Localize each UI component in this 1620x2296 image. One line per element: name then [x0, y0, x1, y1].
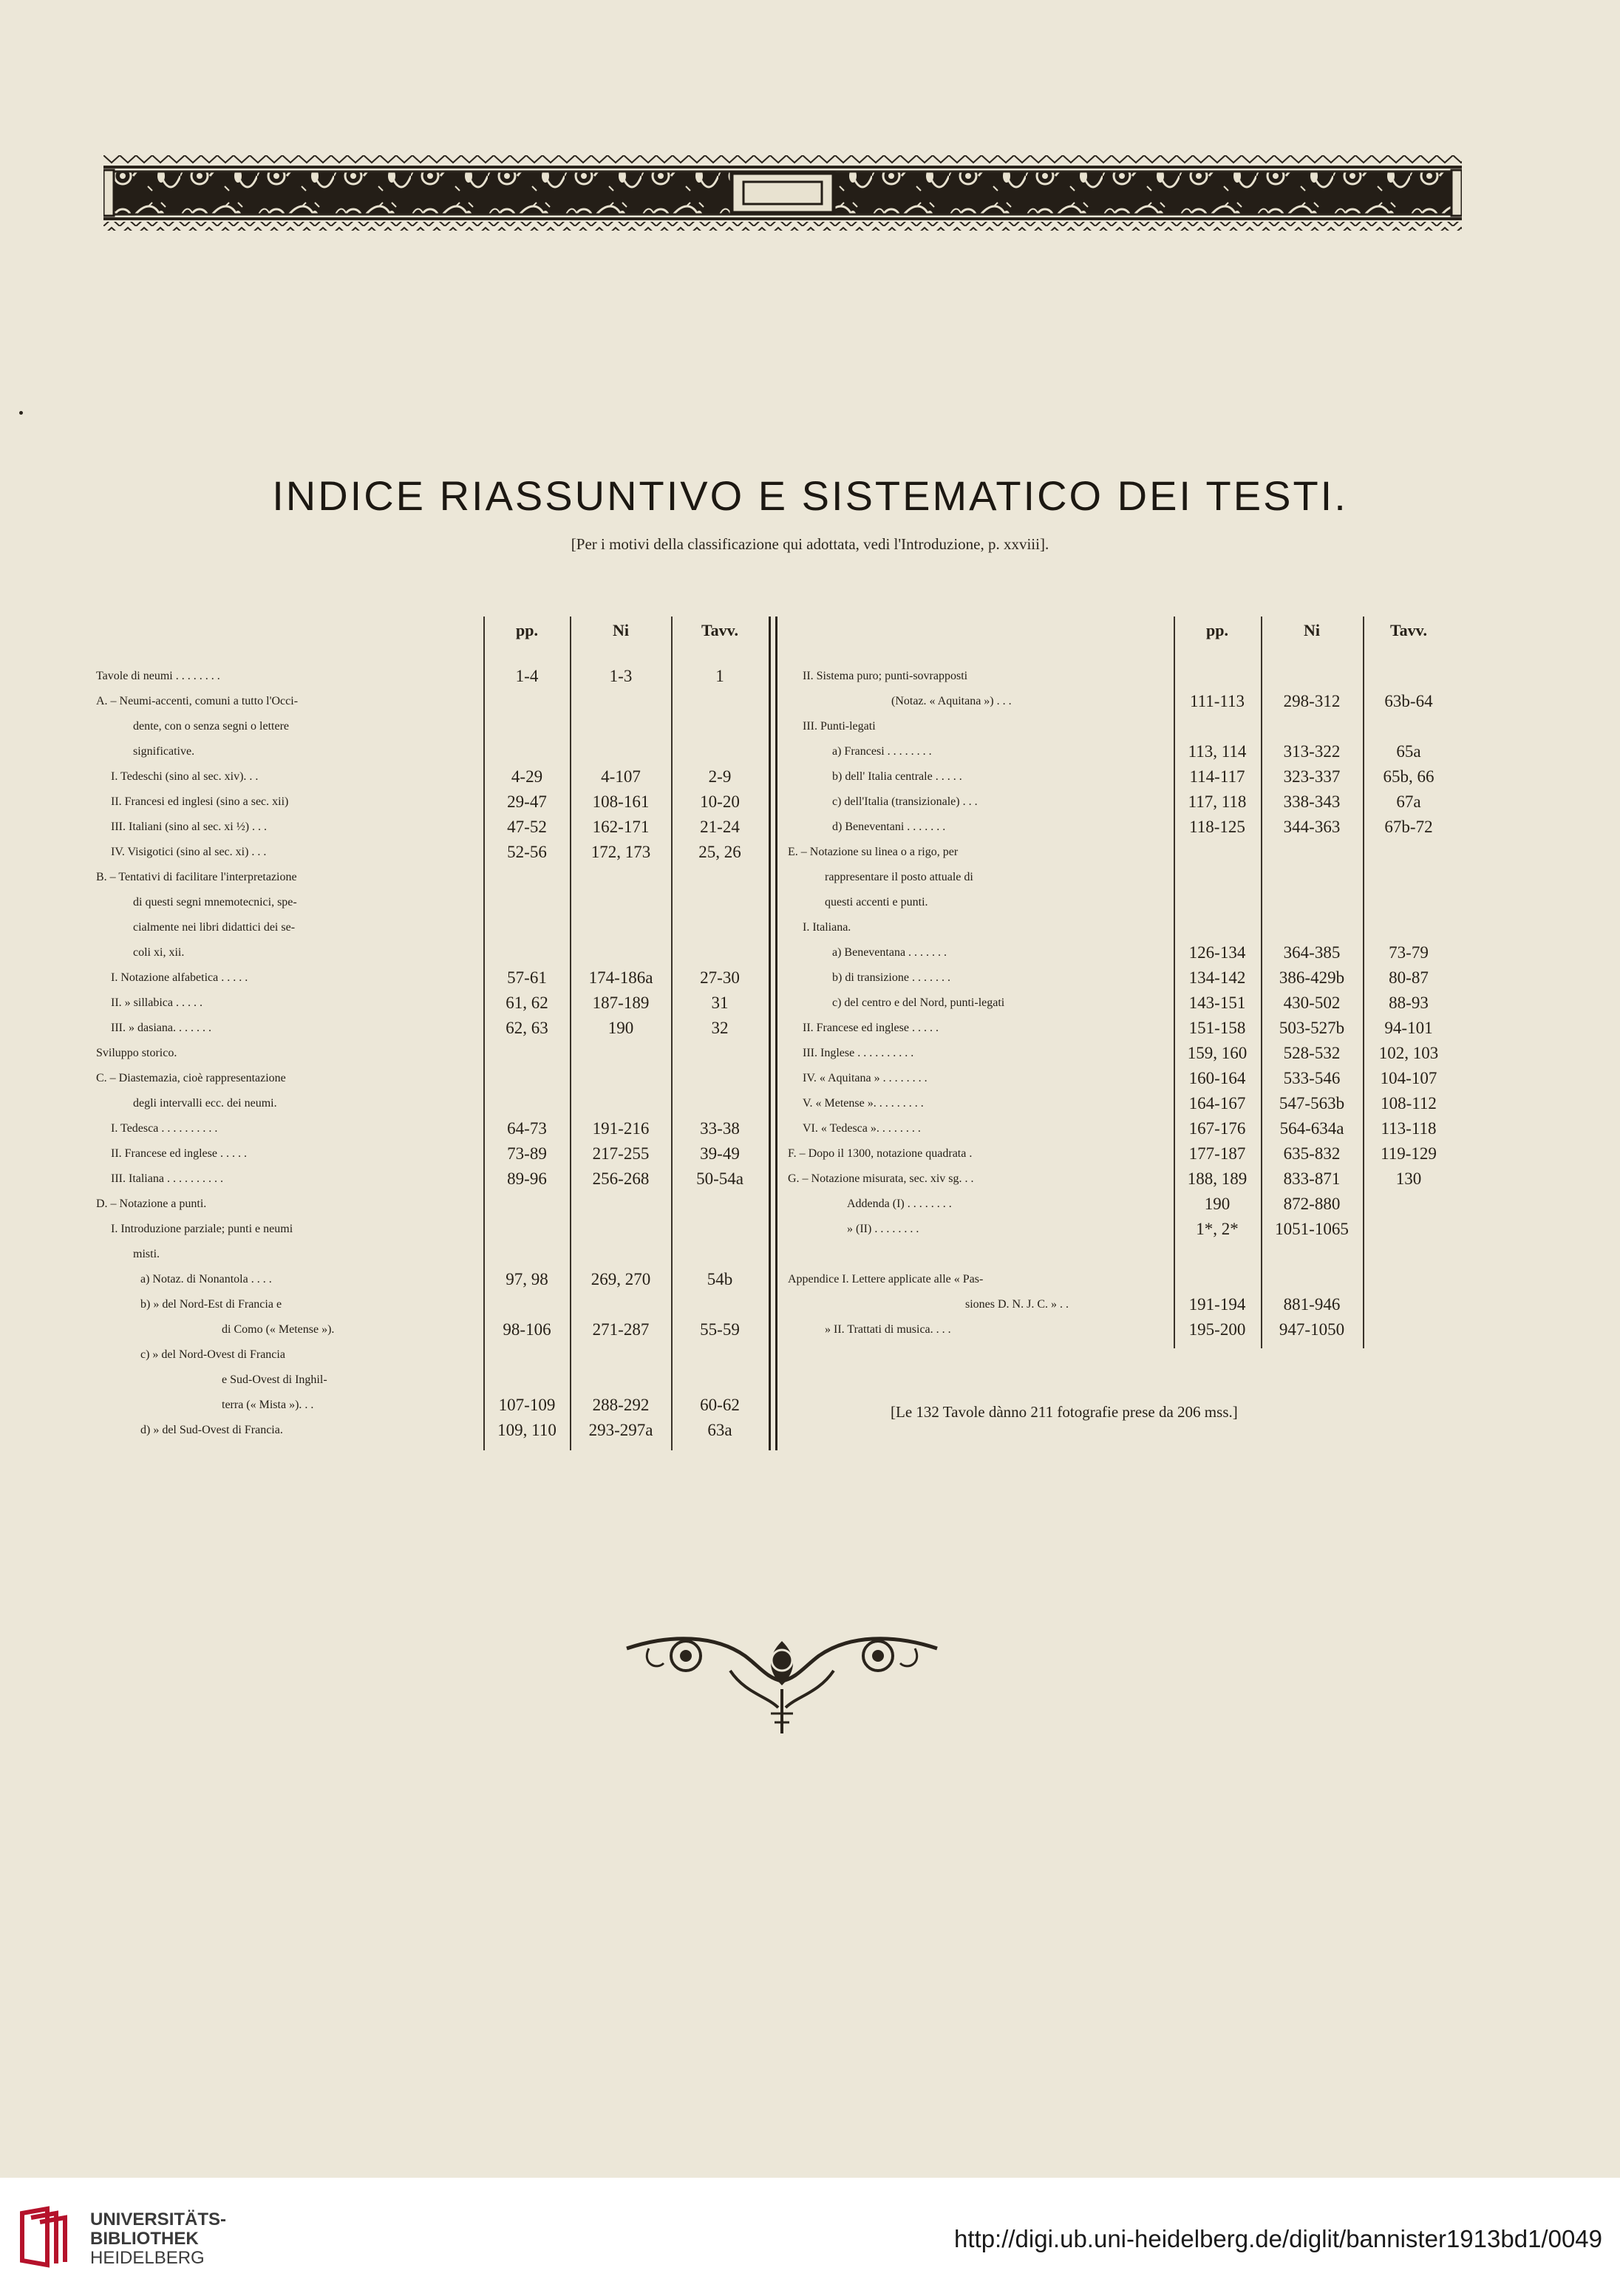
table-row: [0, 991, 1620, 1016]
cell-ni: 386-429b: [1279, 968, 1345, 987]
cell-tavv: 113-118: [1381, 1119, 1437, 1138]
cell-pp: 126-134: [1188, 943, 1246, 962]
cell-label: IV. « Aquitana » . . . . . . . .: [803, 1072, 928, 1084]
library-logo-icon: [18, 2204, 80, 2269]
cell-label: III. » dasiana. . . . . . .: [111, 1022, 211, 1034]
cell-label: III. Italiana . . . . . . . . . .: [111, 1172, 223, 1185]
cell-pp: 134-142: [1188, 968, 1246, 987]
cell-label: rappresentare il posto attuale di: [825, 871, 973, 883]
cell-tavv: 1: [715, 667, 724, 685]
subtitle-text: [Per i motivi della classificazione qui adottata, vedi l'Introduzione, p. xxviii].: [571, 535, 1049, 553]
cell-label: I. Notazione alfabetica . . . . .: [111, 971, 248, 984]
cell-label: dente, con o senza segni o lettere: [133, 720, 290, 733]
library-name-line1: UNIVERSITÄTS-: [90, 2210, 227, 2229]
cell-pp: 73-89: [507, 1144, 547, 1163]
cell-label: G. – Notazione misurata, sec. xiv sg. . .: [788, 1172, 974, 1185]
cell-pp: 1*, 2*: [1196, 1220, 1239, 1238]
cell-tavv: 39-49: [700, 1144, 740, 1163]
cell-pp: 191-194: [1188, 1295, 1246, 1314]
cell-label: C. – Diastemazia, cioè rappresentazione: [96, 1072, 286, 1084]
cell-pp: 57-61: [507, 968, 547, 987]
cell-ni: 947-1050: [1279, 1320, 1345, 1339]
cell-pp: 159, 160: [1187, 1044, 1248, 1062]
cell-label: I. Introduzione parziale; punti e neumi: [111, 1223, 293, 1235]
table-row: [0, 1217, 1620, 1242]
cell-ni: 1051-1065: [1275, 1220, 1349, 1238]
table-row: [0, 1393, 1620, 1418]
library-name-line2: BIBLIOTHEK: [90, 2229, 199, 2249]
cell-tavv: 104-107: [1380, 1069, 1437, 1087]
cell-tavv: 102, 103: [1378, 1044, 1439, 1062]
cell-ni: 217-255: [592, 1144, 650, 1163]
cell-pp: 190: [1204, 1195, 1231, 1213]
cell-label: II. Francese ed inglese . . . . .: [803, 1022, 939, 1034]
table-row: [0, 1041, 1620, 1066]
cell-ni: 872-880: [1283, 1195, 1341, 1213]
cell-label: » II. Trattati di musica. . . .: [825, 1323, 951, 1336]
cell-ni: 162-171: [592, 818, 650, 836]
cell-tavv: 25, 26: [698, 843, 741, 861]
cell-label: di Como (« Metense »).: [222, 1323, 335, 1336]
cell-tavv: 33-38: [700, 1119, 740, 1138]
cell-label: a) Beneventana . . . . . . .: [832, 946, 947, 959]
cell-tavv: 65b, 66: [1383, 767, 1434, 786]
table-row: [0, 1141, 1620, 1166]
library-name-line3: HEIDELBERG: [90, 2248, 205, 2268]
cell-label: F. – Dopo il 1300, notazione quadrata .: [788, 1147, 973, 1160]
ornamental-border-band-icon: [103, 155, 1462, 232]
cell-label: D. – Notazione a punti.: [96, 1198, 207, 1210]
cell-ni: 271-287: [592, 1320, 650, 1339]
cell-tavv: 27-30: [700, 968, 740, 987]
cell-pp: 195-200: [1188, 1320, 1246, 1339]
cell-label: E. – Notazione su linea o a rigo, per: [788, 846, 959, 858]
table-row: [0, 1368, 1620, 1393]
table-row: [0, 940, 1620, 965]
cell-label: A. – Neumi-accenti, comuni a tutto l'Occi-: [96, 695, 299, 707]
cell-label: c) dell'Italia (transizionale) . . .: [832, 795, 978, 808]
cell-pp: 177-187: [1188, 1144, 1246, 1163]
cell-label: b) dell' Italia centrale . . . . .: [832, 770, 962, 783]
cell-ni: 323-337: [1283, 767, 1341, 786]
table-row: [0, 1267, 1620, 1292]
cell-label: misti.: [133, 1248, 160, 1260]
header-pp: pp.: [1206, 621, 1228, 639]
cell-pp: 61, 62: [506, 994, 548, 1012]
cell-label: c) del centro e del Nord, punti-legati: [832, 996, 1005, 1009]
table-row: [0, 815, 1620, 840]
cell-label: III. Italiani (sino al sec. xi ½) . . .: [111, 821, 268, 833]
cell-label: di questi segni mnemotecnici, spe-: [133, 896, 297, 908]
right-header: [0, 621, 1620, 646]
cell-pp: 114-117: [1189, 767, 1245, 786]
table-row: [0, 890, 1620, 915]
cell-label: Tavole di neumi . . . . . . . .: [96, 670, 220, 682]
cell-label: Addenda (I) . . . . . . . .: [847, 1198, 952, 1210]
page-subtitle: [0, 535, 1620, 554]
cell-ni: 4-107: [601, 767, 641, 786]
cell-ni: 298-312: [1283, 692, 1341, 710]
floral-tailpiece-ornament-icon: [619, 1626, 945, 1737]
cell-tavv: 32: [711, 1019, 729, 1037]
cell-tavv: 88-93: [1389, 994, 1429, 1012]
cell-ni: 344-363: [1283, 818, 1341, 836]
cell-ni: 191-216: [592, 1119, 650, 1138]
cell-label: VI. « Tedesca ». . . . . . . .: [803, 1122, 921, 1135]
cell-label: siones D. N. J. C. » . .: [965, 1298, 1069, 1311]
cell-pp: 151-158: [1188, 1019, 1246, 1037]
source-url-link[interactable]: http://digi.ub.uni-heidelberg.de/diglit/bannister1913bd1/0049: [954, 2225, 1602, 2252]
cell-pp: 98-106: [503, 1320, 551, 1339]
cell-label: II. Sistema puro; punti-sovrapposti: [803, 670, 968, 682]
cell-tavv: 130: [1395, 1169, 1422, 1188]
cell-label: I. Tedeschi (sino al sec. xiv). . .: [111, 770, 259, 783]
cell-label: (Notaz. « Aquitana ») . . .: [891, 695, 1012, 707]
cell-pp: 4-29: [511, 767, 543, 786]
cell-ni: 635-832: [1283, 1144, 1341, 1163]
page-title: INDICE RIASSUNTIVO E SISTEMATICO DEI TESTI.: [272, 472, 1348, 519]
cell-ni: 364-385: [1283, 943, 1341, 962]
cell-ni: 293-297a: [588, 1421, 653, 1439]
cell-pp: 1-4: [515, 667, 539, 685]
cell-tavv: 63a: [707, 1421, 732, 1439]
table-row: [0, 1192, 1620, 1217]
cell-label: III. Inglese . . . . . . . . . .: [803, 1047, 914, 1059]
cell-label: questi accenti e punti.: [825, 896, 928, 908]
table-row: [0, 1317, 1620, 1342]
cell-label: degli intervalli ecc. dei neumi.: [133, 1097, 277, 1110]
cell-pp: 29-47: [507, 792, 547, 811]
header-tavv: Tavv.: [1390, 621, 1427, 639]
cell-tavv: 65a: [1396, 742, 1421, 761]
cell-label: II. Francesi ed inglesi (sino a sec. xii): [111, 795, 289, 808]
cell-tavv: 50-54a: [696, 1169, 743, 1188]
cell-label: a) Francesi . . . . . . . .: [832, 745, 932, 758]
cell-label: II. Francese ed inglese . . . . .: [111, 1147, 247, 1160]
cell-label: » (II) . . . . . . . .: [847, 1223, 919, 1235]
cell-pp: 89-96: [507, 1169, 547, 1188]
cell-pp: 164-167: [1188, 1094, 1246, 1113]
cell-pp: 109, 110: [497, 1421, 557, 1439]
cell-label: b) » del Nord-Est di Francia e: [140, 1298, 282, 1311]
table-row: [0, 840, 1620, 865]
cell-tavv: 94-101: [1384, 1019, 1433, 1037]
footnote: [Le 132 Tavole dànno 211 fotografie prese da 206 mss.]: [891, 1403, 1238, 1421]
cell-pp: 113, 114: [1188, 742, 1247, 761]
cell-tavv: 80-87: [1389, 968, 1429, 987]
cell-tavv: 63b-64: [1384, 692, 1433, 710]
cell-label: B. – Tentativi di facilitare l'interpretazione: [96, 871, 297, 883]
cell-ni: 108-161: [592, 792, 650, 811]
cell-label: d) » del Sud-Ovest di Francia.: [140, 1424, 283, 1436]
cell-label: c) » del Nord-Ovest di Francia: [140, 1348, 285, 1361]
cell-pp: 52-56: [507, 843, 547, 861]
cell-ni: 174-186a: [588, 968, 653, 987]
cell-ni: 256-268: [592, 1169, 650, 1188]
cell-pp: 62, 63: [506, 1019, 548, 1037]
table-row: [0, 689, 1620, 714]
cell-tavv: 67b-72: [1384, 818, 1433, 836]
cell-ni: 833-871: [1283, 1169, 1341, 1188]
table-row: [0, 1066, 1620, 1091]
cell-label: IV. Visigotici (sino al sec. xi) . . .: [111, 846, 267, 858]
cell-pp: 188, 189: [1187, 1169, 1248, 1188]
cell-ni: 190: [608, 1019, 634, 1037]
cell-pp: 118-125: [1189, 818, 1245, 836]
cell-label: III. Punti-legati: [803, 720, 876, 733]
cell-label: cialmente nei libri didattici dei se-: [133, 921, 296, 934]
cell-ni: 881-946: [1283, 1295, 1341, 1314]
table-row: [0, 714, 1620, 739]
cell-tavv: 73-79: [1389, 943, 1429, 962]
cell-tavv: 60-62: [700, 1396, 740, 1414]
cell-tavv: 21-24: [700, 818, 740, 836]
cell-tavv: 2-9: [708, 767, 732, 786]
cell-tavv: 54b: [707, 1270, 733, 1288]
cell-ni: 430-502: [1283, 994, 1341, 1012]
cell-ni: 564-634a: [1279, 1119, 1344, 1138]
cell-pp: 64-73: [507, 1119, 547, 1138]
cell-ni: 313-322: [1283, 742, 1341, 761]
library-name: [90, 2210, 226, 2268]
cell-label: coli xi, xii.: [133, 946, 185, 959]
table-row: [0, 865, 1620, 890]
table-row: [0, 1091, 1620, 1116]
cell-ni: 528-532: [1283, 1044, 1341, 1062]
cell-pp: 117, 118: [1188, 792, 1247, 811]
cell-label: terra (« Mista »). . .: [222, 1399, 314, 1411]
cell-ni: 503-527b: [1279, 1019, 1345, 1037]
cell-ni: 288-292: [592, 1396, 650, 1414]
cell-tavv: 55-59: [700, 1320, 740, 1339]
cell-tavv: 108-112: [1381, 1094, 1437, 1113]
table-row: [0, 1292, 1620, 1317]
cell-ni: 1-3: [609, 667, 633, 685]
cell-pp: 160-164: [1188, 1069, 1246, 1087]
cell-label: e Sud-Ovest di Inghil-: [222, 1373, 327, 1386]
header-pp: pp.: [516, 621, 538, 639]
cell-label: I. Tedesca . . . . . . . . . .: [111, 1122, 218, 1135]
cell-ni: 187-189: [592, 994, 650, 1012]
cell-pp: 47-52: [507, 818, 547, 836]
cell-label: Appendice I. Lettere applicate alle « Pas-: [788, 1273, 984, 1285]
cell-pp: 97, 98: [506, 1270, 548, 1288]
table-row: [0, 739, 1620, 764]
cell-pp: 167-176: [1188, 1119, 1246, 1138]
table-row: [0, 1342, 1620, 1368]
cell-ni: 547-563b: [1279, 1094, 1345, 1113]
cell-pp: 107-109: [498, 1396, 556, 1414]
cell-label: V. « Metense ». . . . . . . . .: [803, 1097, 924, 1110]
table-row: [0, 965, 1620, 991]
cell-pp: 143-151: [1188, 994, 1246, 1012]
header-ni: Ni: [1304, 621, 1320, 639]
page-speck: [19, 411, 23, 415]
cell-label: I. Italiana.: [803, 921, 851, 934]
cell-tavv: 31: [711, 994, 729, 1012]
table-row: [0, 1116, 1620, 1141]
cell-label: Sviluppo storico.: [96, 1047, 177, 1059]
table-row: [0, 915, 1620, 940]
cell-ni: 338-343: [1283, 792, 1341, 811]
cell-tavv: 119-129: [1381, 1144, 1437, 1163]
cell-label: II. » sillabica . . . . .: [111, 996, 202, 1009]
cell-pp: 111-113: [1189, 692, 1245, 710]
header-ni: Ni: [613, 621, 629, 639]
cell-ni: 533-546: [1283, 1069, 1341, 1087]
table-row: [0, 1016, 1620, 1041]
cell-label: d) Beneventani . . . . . . .: [832, 821, 946, 833]
table-row: [0, 764, 1620, 789]
table-row: [0, 1418, 1620, 1443]
table-row: [0, 789, 1620, 815]
cell-ni: 269, 270: [591, 1270, 651, 1288]
table-row: [0, 1242, 1620, 1267]
cell-ni: 172, 173: [591, 843, 651, 861]
cell-label: significative.: [133, 745, 195, 758]
cell-tavv: 10-20: [700, 792, 740, 811]
table-row: [0, 1166, 1620, 1192]
table-row: [0, 664, 1620, 689]
header-tavv: Tavv.: [701, 621, 738, 639]
cell-label: a) Notaz. di Nonantola . . . .: [140, 1273, 272, 1285]
cell-tavv: 67a: [1396, 792, 1421, 811]
cell-label: b) di transizione . . . . . . .: [832, 971, 950, 984]
